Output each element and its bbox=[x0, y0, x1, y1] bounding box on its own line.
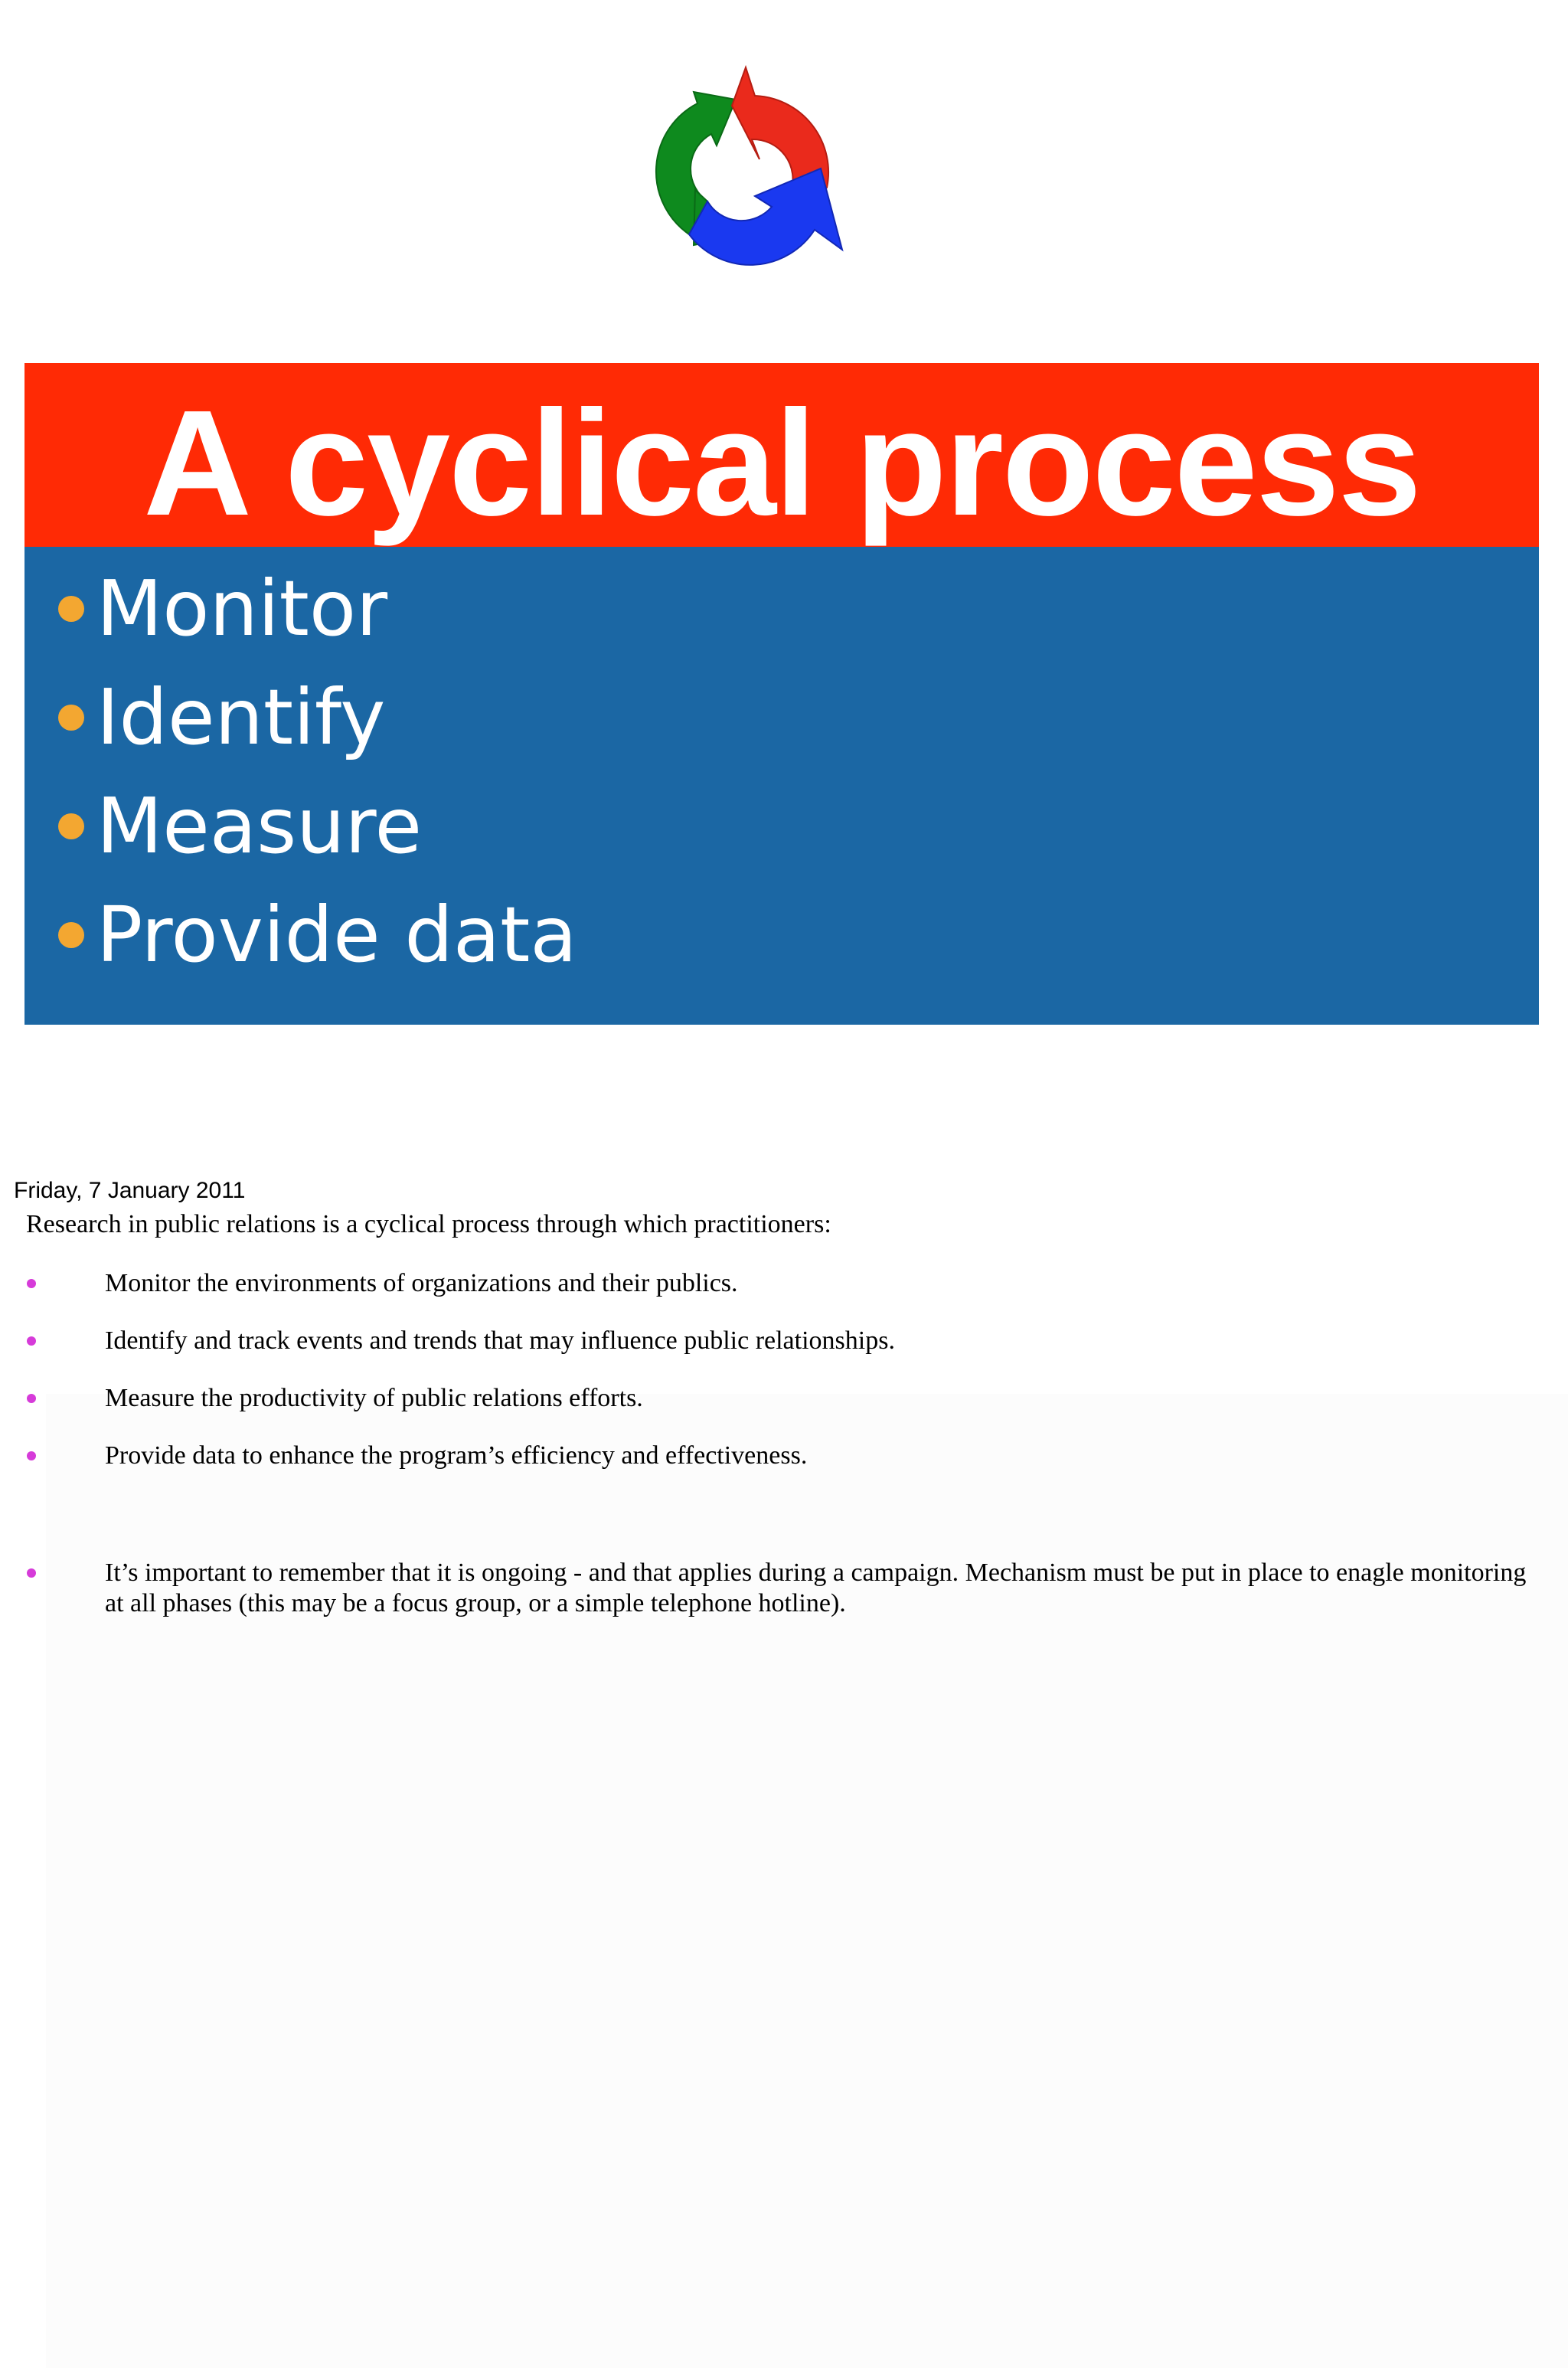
notes-intro: Research in public relations is a cyclical process through which practitioners: bbox=[26, 1210, 831, 1238]
slide-bullet-text: Measure bbox=[96, 781, 422, 871]
bullet-dot-icon bbox=[58, 813, 84, 839]
slide-bullet-text: Provide data bbox=[96, 890, 577, 980]
notes-item bbox=[0, 1441, 1568, 1498]
notes-item bbox=[0, 1558, 1568, 1615]
slide-title: A cyclical process bbox=[143, 379, 1420, 547]
bullet-dot-icon bbox=[27, 1568, 36, 1578]
notes-item bbox=[0, 1383, 1568, 1441]
bullet-dot-icon bbox=[27, 1279, 36, 1288]
bullet-dot-icon bbox=[27, 1336, 36, 1346]
slide-bullet-text: Identify bbox=[96, 672, 386, 762]
notes-date: Friday, 7 January 2011 bbox=[14, 1178, 246, 1203]
slide-bullet-list bbox=[58, 554, 577, 989]
slide-body-band bbox=[24, 547, 1539, 1025]
slide-bullet bbox=[58, 663, 577, 772]
bullet-dot-icon bbox=[27, 1394, 36, 1403]
notes-item bbox=[0, 1326, 1568, 1383]
notes-item-text: Provide data to enhance the program’s efficiency and effectiveness. bbox=[105, 1441, 808, 1470]
bullet-dot-icon bbox=[58, 705, 84, 731]
notes-item-text: It’s important to remember that it is ongoing - and that applies during a campaign. Mechanism must be put in place to enagle monitoring at all phases (this may be a focus group, or a simple telephone hotline). bbox=[105, 1558, 1527, 1617]
bullet-dot-icon bbox=[27, 1451, 36, 1460]
bullet-dot-icon bbox=[58, 596, 84, 622]
slide-bullet bbox=[58, 554, 577, 663]
slide-bullet-text: Monitor bbox=[96, 564, 388, 653]
slide-title-band bbox=[24, 363, 1539, 547]
cycle-arrows-icon bbox=[609, 61, 847, 306]
notes-item-text: Monitor the environments of organizations and their publics. bbox=[105, 1269, 738, 1297]
notes-item-text: Identify and track events and trends that may influence public relationships. bbox=[105, 1326, 895, 1355]
slide-bullet bbox=[58, 881, 577, 989]
bullet-dot-icon bbox=[58, 922, 84, 948]
slide bbox=[24, 363, 1539, 1025]
slide-bullet bbox=[58, 772, 577, 881]
notes-item-text: Measure the productivity of public relations efforts. bbox=[105, 1384, 643, 1412]
notes-item bbox=[0, 1268, 1568, 1326]
notes-list bbox=[0, 1268, 1568, 1615]
